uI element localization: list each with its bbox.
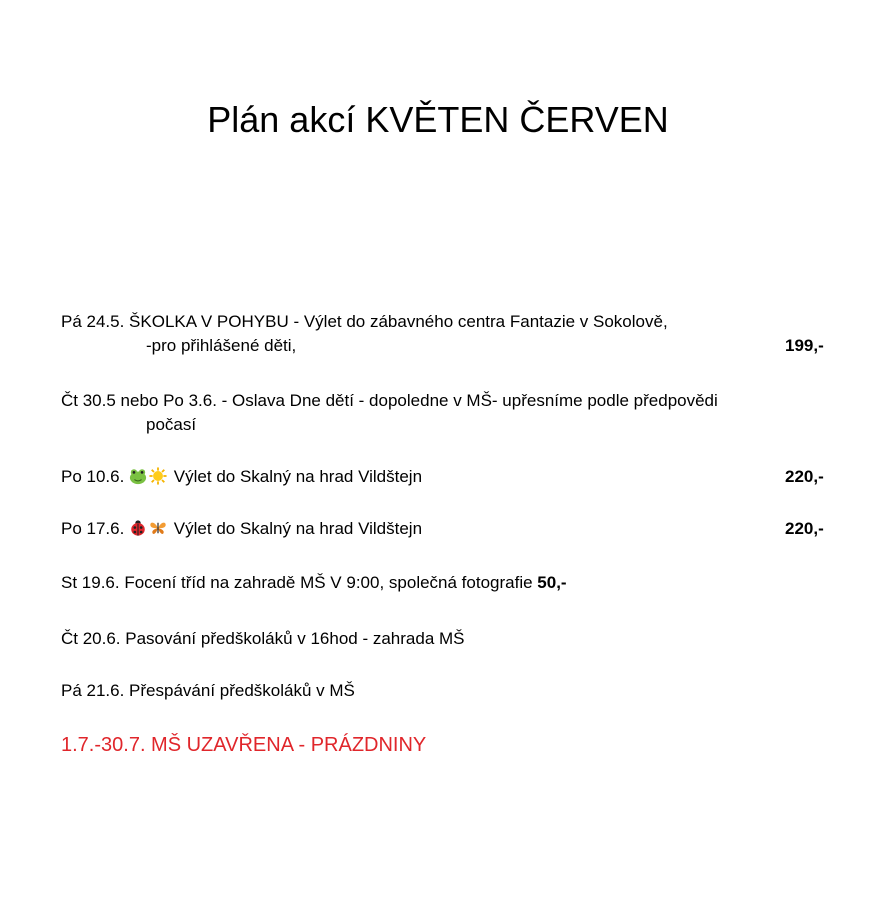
sun-icon: [149, 467, 167, 485]
page-title: Plán akcí KVĚTEN ČERVEN: [207, 99, 669, 140]
event-4-text: Výlet do Skalný na hrad Vildštejn: [173, 519, 423, 538]
event-5-text: St 19.6. Focení tříd na zahradě MŠ V 9:00, společná fotografie: [61, 573, 533, 592]
butterfly-icon: [149, 519, 167, 537]
event-4-price: 220,-: [785, 519, 824, 538]
event-line-4: [61, 518, 422, 540]
event-1-price: 199,-: [785, 336, 824, 355]
event-3-price: 220,-: [785, 467, 824, 486]
event-line-2: Čt 30.5 nebo Po 3.6. - Oslava Dne dětí - dopoledne v MŠ- upřesníme podle předpovědi: [61, 391, 718, 410]
event-line-1-note: -pro přihlášené děti,: [146, 336, 297, 355]
event-4-date: Po 17.6.: [61, 519, 125, 538]
event-line-7: Pá 21.6. Přespávání předškoláků v MŠ: [61, 681, 355, 700]
ladybug-icon: [129, 519, 147, 537]
closure-notice: 1.7.-30.7. MŠ UZAVŘENA - PRÁZDNINY: [61, 734, 427, 756]
event-3-text: Výlet do Skalný na hrad Vildštejn: [173, 467, 423, 486]
event-line-3: [61, 466, 422, 488]
event-line-2-note: počasí: [146, 415, 197, 434]
event-3-date: Po 10.6.: [61, 467, 125, 486]
event-line-1: Pá 24.5. ŠKOLKA V POHYBU - Výlet do zábavného centra Fantazie v Sokolově,: [61, 312, 668, 331]
frog-icon: [129, 467, 147, 485]
event-line-5: [61, 572, 567, 594]
event-line-6: Čt 20.6. Pasování předškoláků v 16hod - zahrada MŠ: [61, 629, 465, 648]
event-5-price: 50,-: [537, 573, 567, 592]
